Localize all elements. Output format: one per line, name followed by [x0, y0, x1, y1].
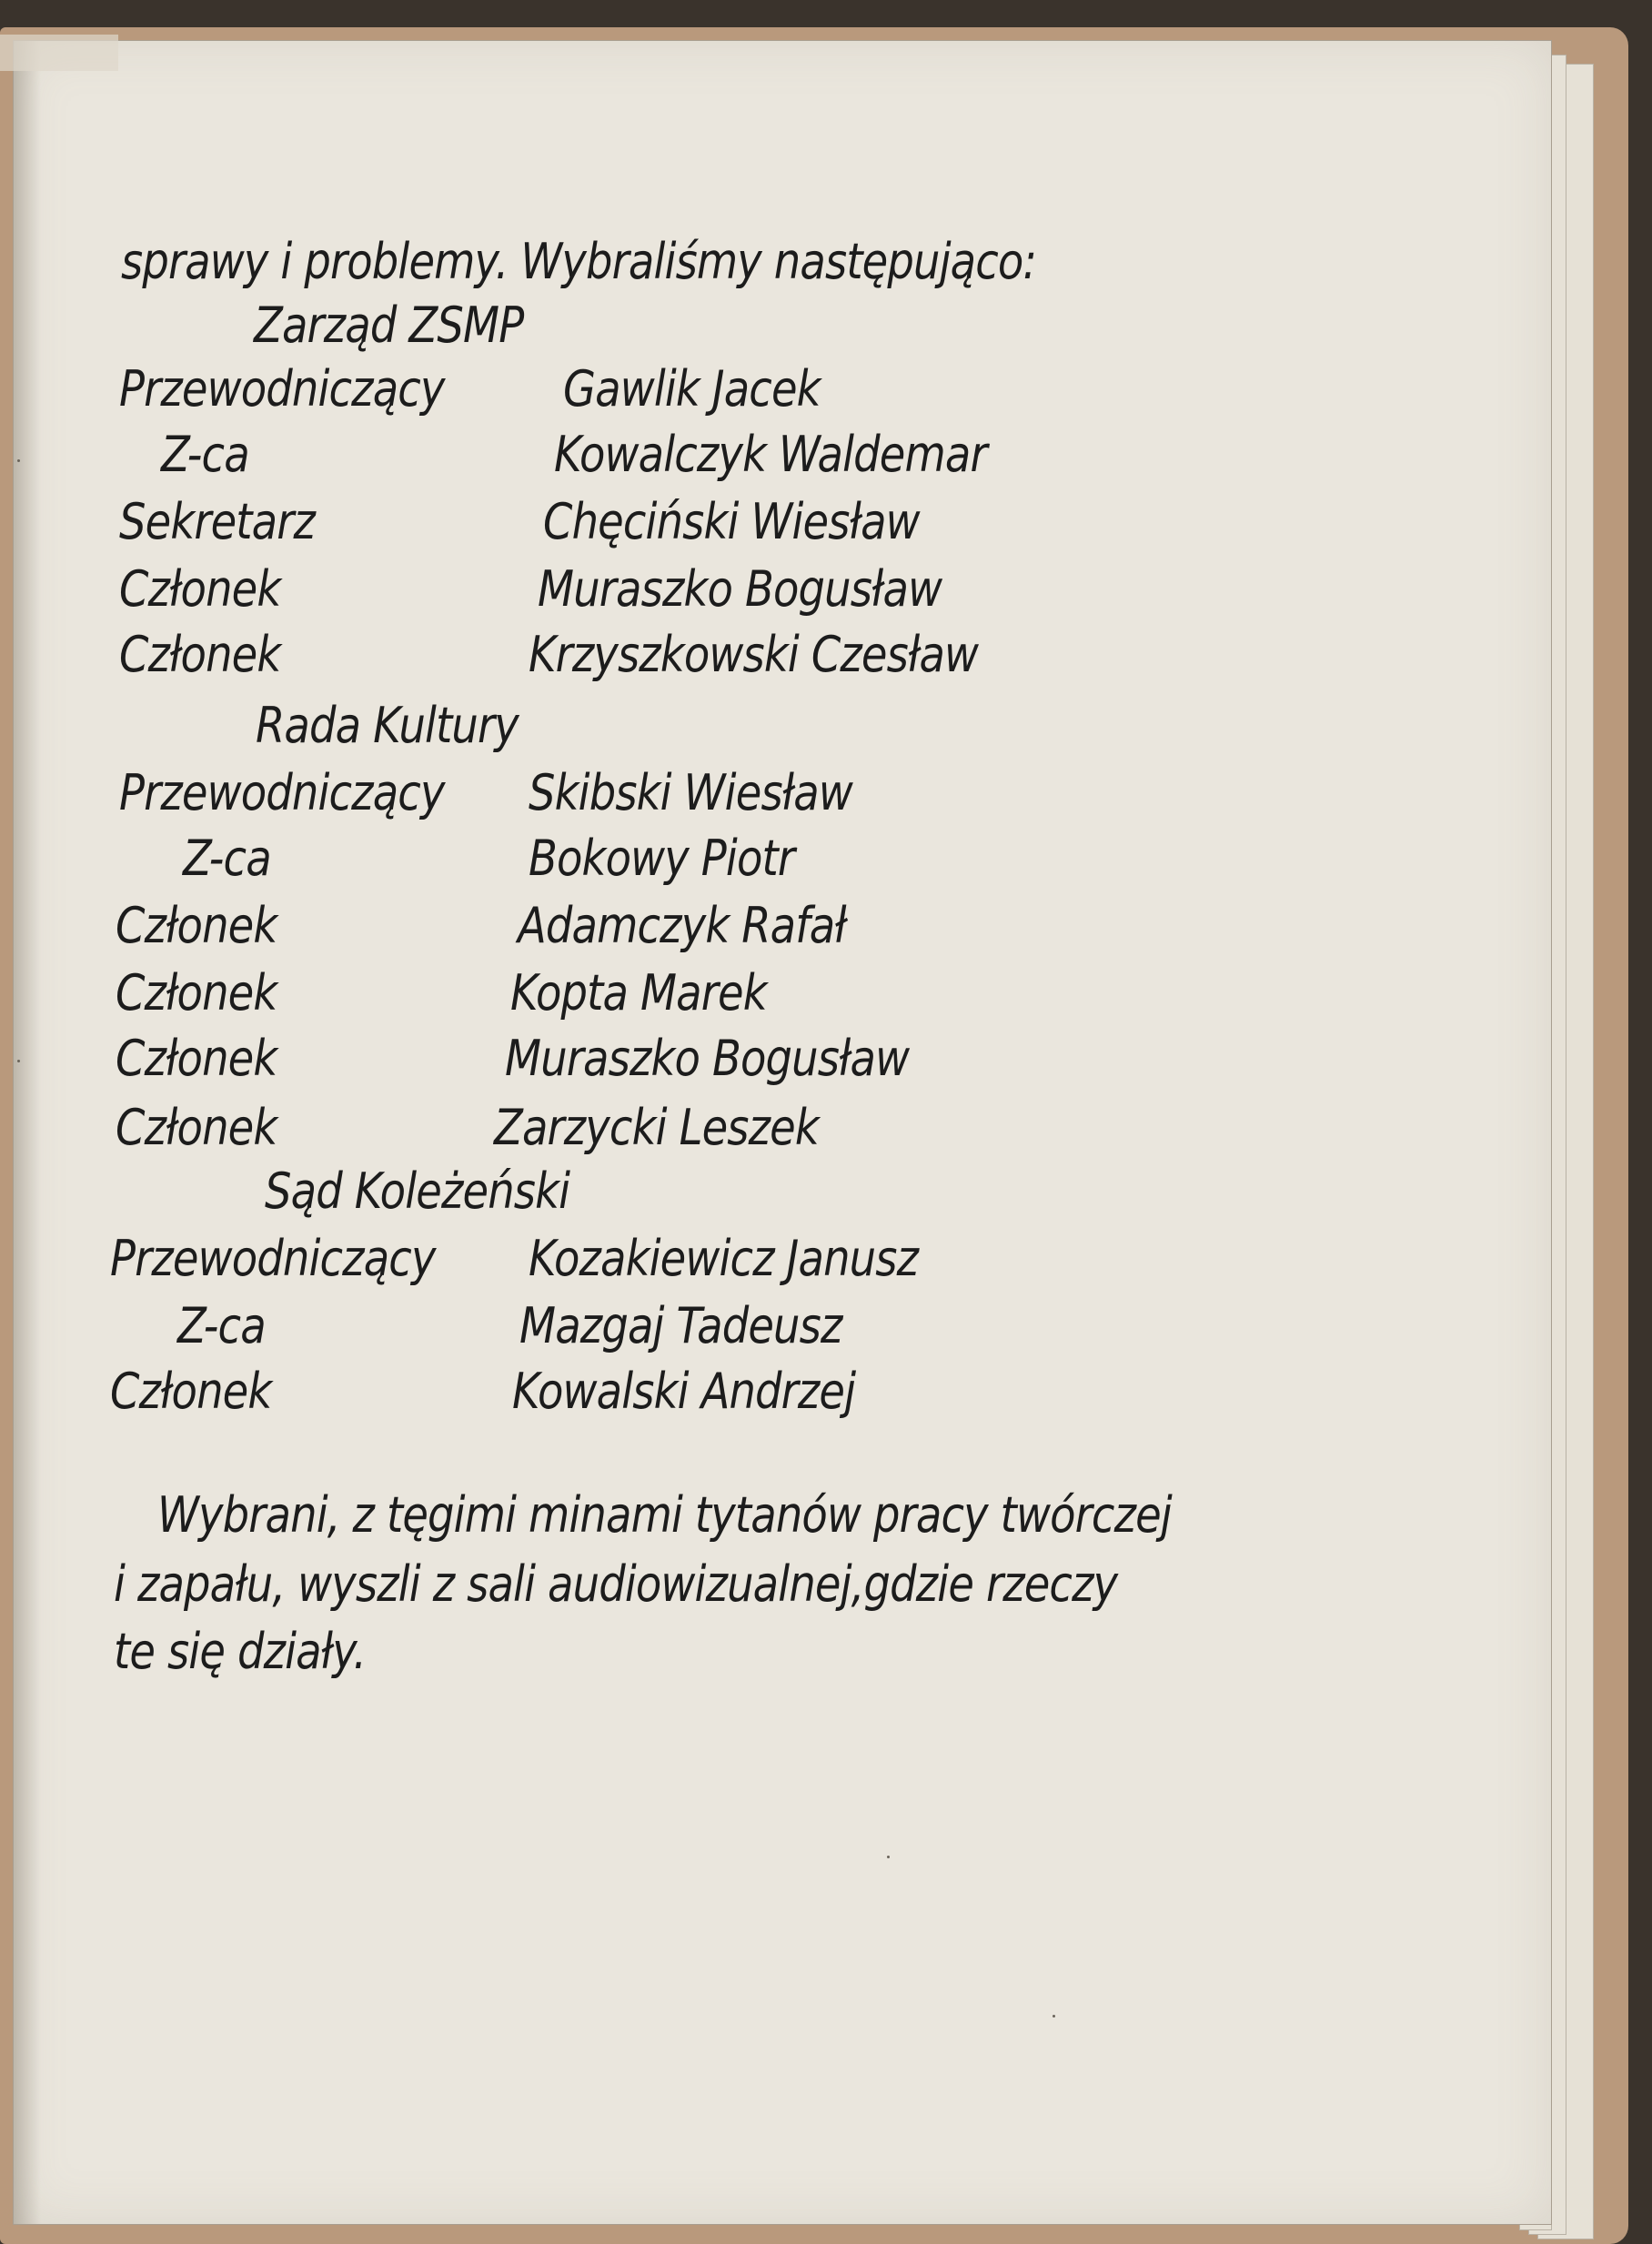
roster-row — [14, 1099, 1551, 1158]
member-name: Muraszko Bogusław — [505, 1030, 910, 1087]
member-name: Adamczyk Rafał — [518, 897, 846, 954]
role-label: Z-ca — [177, 1297, 266, 1354]
member-name: Mazgaj Tadeusz — [519, 1297, 842, 1354]
scan-speck — [17, 459, 20, 462]
section-heading-sad-kolezenski: Sąd Koleżeński — [265, 1162, 570, 1220]
role-label: Członek — [116, 897, 277, 954]
roster-row — [14, 626, 1551, 685]
roster-row — [14, 964, 1551, 1023]
roster-row — [14, 1297, 1551, 1356]
scan-speck — [1053, 2015, 1055, 2018]
scan-speck — [887, 1856, 890, 1858]
closing-line-2: i zapału, wyszli z sali audiowizualnej,gdzie rzeczy — [114, 1555, 1118, 1613]
member-name: Bokowy Piotr — [529, 830, 795, 887]
intro-line: sprawy i problemy. Wybraliśmy następująco: — [121, 233, 1037, 290]
roster-row — [14, 426, 1551, 485]
role-label: Sekretarz — [119, 493, 316, 550]
page — [13, 40, 1552, 2225]
member-name: Kopta Marek — [510, 964, 767, 1021]
roster-row — [14, 493, 1551, 552]
closing-line-3: te się działy. — [114, 1623, 367, 1680]
torn-tape — [0, 35, 118, 71]
member-name: Muraszko Bogusław — [538, 560, 942, 618]
role-label: Przewodniczący — [119, 360, 445, 418]
roster-row — [14, 897, 1551, 956]
member-name: Skibski Wiesław — [529, 764, 852, 821]
member-name: Kozakiewicz Janusz — [529, 1230, 919, 1287]
role-label: Przewodniczący — [110, 1230, 436, 1287]
section-heading-zarzad: Zarząd ZSMP — [254, 297, 524, 354]
roster-row — [14, 560, 1551, 619]
member-name: Gawlik Jacek — [563, 360, 821, 418]
role-label: Z-ca — [183, 830, 271, 887]
section-heading-rada-kultury: Rada Kultury — [256, 697, 519, 754]
role-label: Członek — [110, 1363, 272, 1420]
role-label: Członek — [116, 1099, 277, 1156]
member-name: Zarzycki Leszek — [494, 1099, 819, 1156]
role-label: Członek — [119, 626, 281, 683]
roster-row — [14, 764, 1551, 823]
roster-row — [14, 360, 1551, 419]
closing-line-1: Wybrani, z tęgimi minami tytanów pracy twórczej — [157, 1486, 1172, 1544]
role-label: Przewodniczący — [119, 764, 445, 821]
roster-row — [14, 830, 1551, 889]
roster-row — [14, 1030, 1551, 1089]
role-label: Członek — [116, 964, 277, 1021]
scan-speck — [17, 1060, 20, 1062]
member-name: Chęciński Wiesław — [543, 493, 920, 550]
role-label: Z-ca — [161, 426, 249, 483]
role-label: Członek — [119, 560, 281, 618]
member-name: Kowalski Andrzej — [512, 1363, 856, 1420]
role-label: Członek — [116, 1030, 277, 1087]
member-name: Kowalczyk Waldemar — [554, 426, 987, 483]
roster-row — [14, 1230, 1551, 1289]
member-name: Krzyszkowski Czesław — [529, 626, 979, 683]
roster-row — [14, 1363, 1551, 1422]
